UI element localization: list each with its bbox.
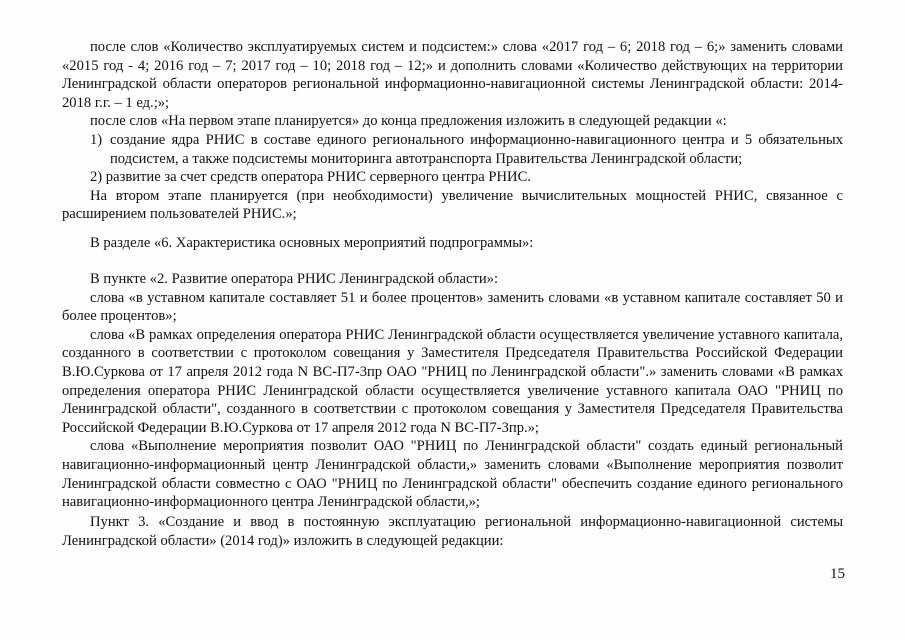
amendment-block-operator [62,270,843,512]
list-item-rnis-core [62,131,843,168]
paragraph-item-3: Пункт 3. «Создание и ввод в постоянную эксплуатацию региональной информационно-навигационной системы Ленинградской области» (2014 год)» изложить в следующей редакции: [62,514,843,549]
paragraph-item-2: В пункте «2. Развитие оператора РНИС Ленинградской области»: [90,271,499,287]
paragraph-operator-definition: слова «В рамках определения оператора РНИС Ленинградской области осуществляется увеличение уставного капитала, созданного в соответствии с протоколом совещания у Заместителя Председателя Правительства Российской Федерации В.Ю.Суркова от 17 апреля 2012 года N ВС-П7-3пр ОАО "РНИЦ по Ленинградской области".» заменить словами «В рамках определения оператора РНИС Ленинградской области осуществляется увеличение уставного капитала ОАО "РНИЦ по Ленинградской области", созданного в соответствии с протоколом совещания у Заместителя Председателя Правительства Российской Федерации В.Ю.Суркова от 17 апреля 2012 года N ВС-П7-3пр.»; [62,326,843,436]
paragraph-section-6: В разделе «6. Характеристика основных мероприятий подпрограммы»: [90,235,534,251]
paragraph-charter-capital: слова «в уставном капитале составляет 51 и более процентов» заменить словами «в уставном капитале составляет 50 и более процентов»; [62,289,843,325]
paragraph-second-stage: На втором этапе планируется (при необходимости) увеличение вычислительных мощностей РНИС, связанное с расширением пользователей РНИС.»; [62,187,843,223]
list-item-text: создание ядра РНИС в составе единого регионального информационно-навигационного центра и 5 обязательных подсистем, а также подсистемы мониторинга автотранспорта Правительства Ленинградской области; [110,131,843,167]
amendment-block-item-3 [62,513,843,550]
paragraph-systems-count: после слов «Количество эксплуатируемых систем и подсистем:» слова «2017 год – 6; 2018 год – 6;» заменить словами «2015 год - 4; 2016 год – 7; 2017 год – 10; 2018 год – 12;» и дополнить словами «Количество действующих на территории Ленинградской области операторов региональной информационно-навигационной системы Ленинградской области: 2014-2018 г.г. – 1 ед.;»; [62,39,843,111]
list-item-server-center: 2) развитие за счет средств оператора РНИС серверного центра РНИС. [90,169,531,186]
paragraph-first-stage: после слов «На первом этапе планируется» до конца предложения изложить в следующей редакции «: [90,113,727,130]
list-item-marker: 1) [90,131,103,148]
paragraph-navigation-center: слова «Выполнение мероприятия позволит ОАО "РНИЦ по Ленинградской области" создать единый региональный навигационно-информационный центр Ленинградской области,» заменить словами «Выполнение мероприятия позволит Ленинградской области совместно с ОАО "РНИЦ по Ленинградской области" обеспечить создание единого регионального навигационно-информационного центра Ленинградской области,»; [62,438,843,511]
section-heading-block [62,234,843,253]
amendment-block-indicators [62,38,843,224]
page-number: 15 [830,566,845,582]
